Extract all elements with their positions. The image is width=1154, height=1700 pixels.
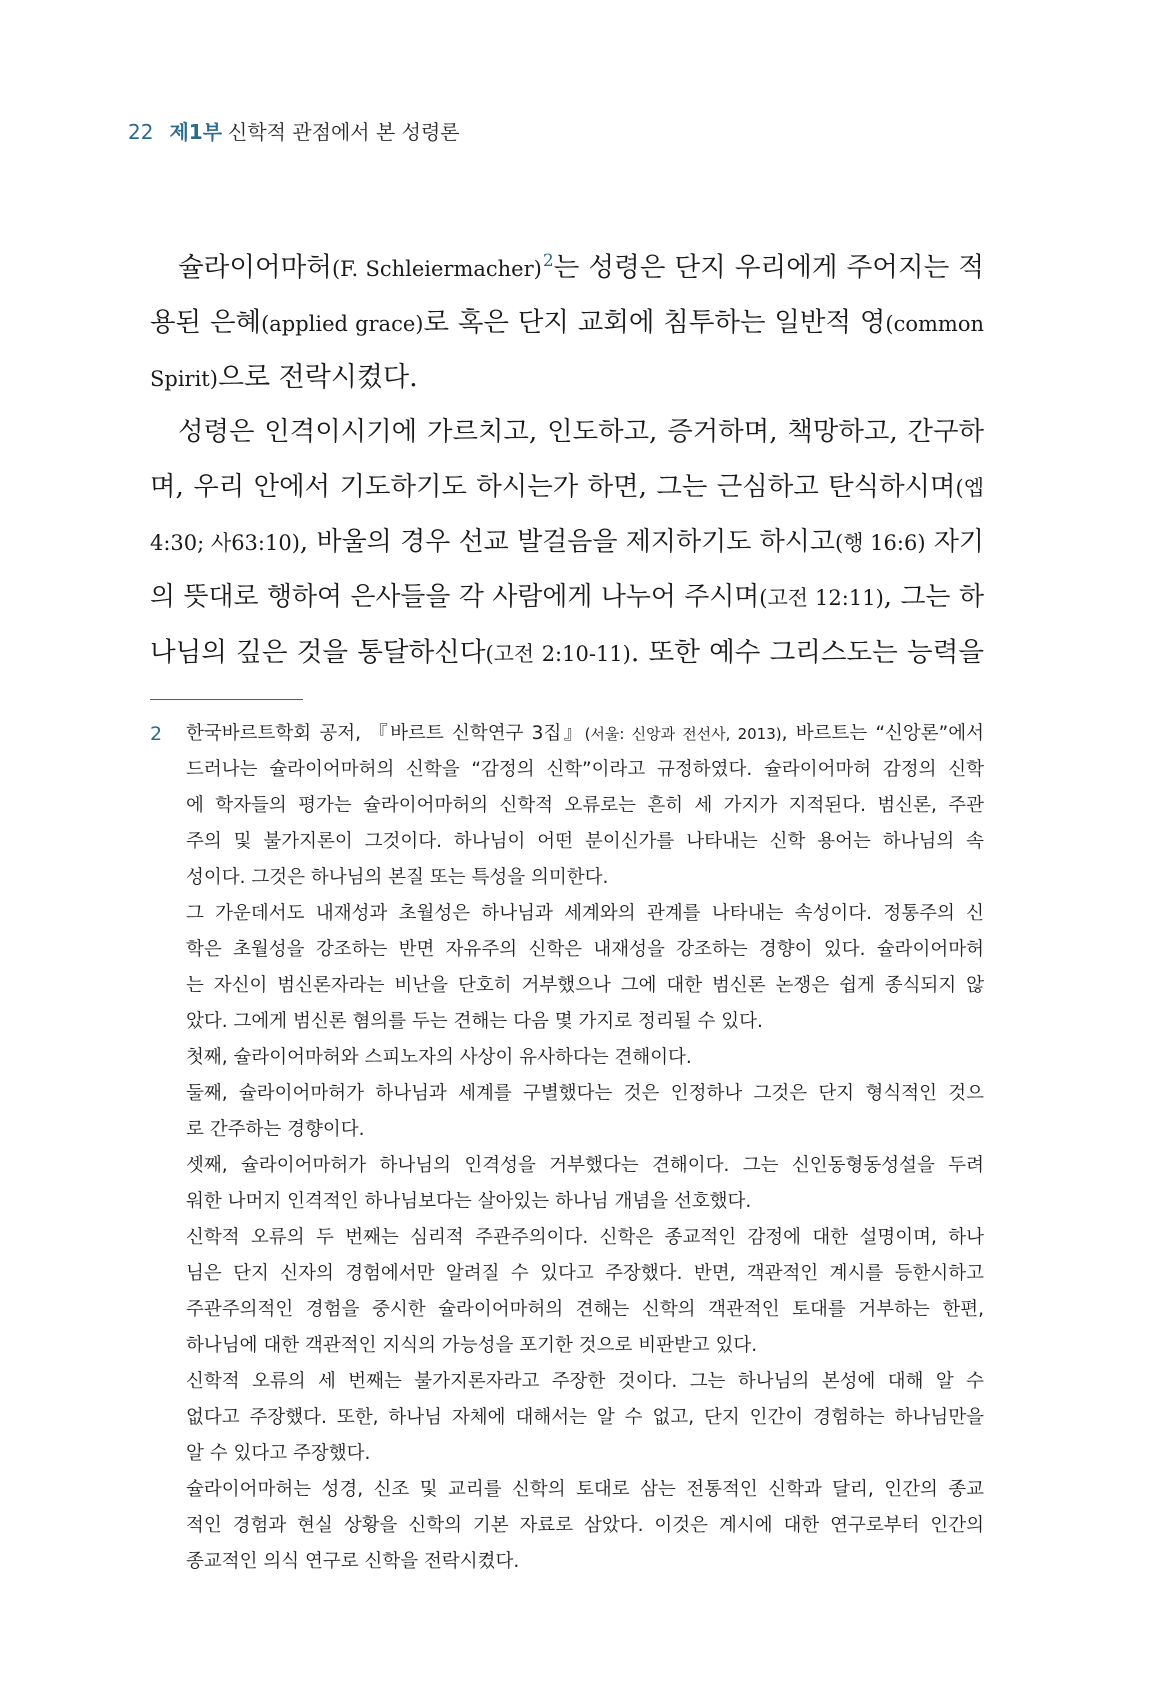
footnote-line: 셋째, 슐라이어마허가 하나님의 인격성을 거부했다는 견해이다. 그는 신인동형동성설을 두려: [186, 1155, 984, 1176]
body-line: 며, 우리 안에서 기도하기도 하시는가 하면, 그는 근심하고 탄식하시며(엡: [150, 472, 984, 502]
footnote-body: [186, 716, 984, 1580]
footnote-line: 주의 및 불가지론이 그것이다. 하나님이 어떤 분이신가를 나타내는 신학 용어는 하나님의 속: [186, 831, 984, 852]
footnote-line: 에 학자들의 평가는 슐라이어마허의 신학적 오류로는 흔히 세 가지가 지적된다. 범신론, 주관: [186, 795, 984, 816]
part-label: 제1부: [169, 120, 223, 144]
page-number: 22: [128, 120, 154, 144]
footnote-ref[interactable]: 2: [542, 251, 554, 271]
footnote-line: 그 가운데서도 내재성과 초월성은 하나님과 세계와의 관계를 나타내는 속성이다. 정통주의 신: [186, 903, 984, 924]
footnote-line: 알 수 있다고 주장했다.: [186, 1443, 371, 1464]
running-header: [128, 116, 460, 145]
footnote-line: 첫째, 슐라이어마허와 스피노자의 사상이 유사하다는 견해이다.: [186, 1047, 692, 1068]
footnote-line: 워한 나머지 인격적인 하나님보다는 살아있는 하나님 개념을 선호했다.: [186, 1191, 752, 1212]
footnote-line: 성이다. 그것은 하나님의 본질 또는 특성을 의미한다.: [186, 867, 609, 888]
footnote-line: 신학적 오류의 세 번째는 불가지론자라고 주장한 것이다. 그는 하나님의 본성에 대해 알 수: [186, 1371, 984, 1392]
footnote-line: 종교적인 의식 연구로 신학을 전락시켰다.: [186, 1551, 520, 1572]
body-line: 성령은 인격이시기에 가르치고, 인도하고, 증거하며, 책망하고, 간구하: [178, 417, 984, 447]
footnote: [150, 716, 984, 1580]
footnote-line: 주관주의적인 경험을 중시한 슐라이어마허의 견해는 신학의 객관적인 토대를 거부하는 한편,: [186, 1299, 984, 1320]
footnote-line: 한국바르트학회 공저, 『바르트 신학연구 3집』(서울: 신앙과 전선사, 2013), 바르트는 “신앙론”에서: [186, 723, 984, 744]
footnote-line: 슐라이어마허는 성경, 신조 및 교리를 신학의 토대로 삼는 전통적인 신학과 달리, 인간의 종교: [186, 1479, 984, 1500]
header-title: 신학적 관점에서 본 성령론: [228, 120, 460, 144]
footnote-line: 적인 경험과 현실 상황을 신학의 기본 자료로 삼았다. 이것은 계시에 대한 연구로부터 인간의: [186, 1515, 984, 1536]
body-line: Spirit)으로 전락시켰다.: [150, 362, 418, 393]
footnote-line: 없다고 주장했다. 또한, 하나님 자체에 대해서는 알 수 없고, 단지 인간이 경험하는 하나님만을: [186, 1407, 984, 1428]
footnote-line: 로 간주하는 경향이다.: [186, 1119, 365, 1140]
body-line: 4:30; 사63:10), 바울의 경우 선교 발걸음을 제지하기도 하시고(행 16:6) 자기: [150, 527, 985, 557]
footnote-line: 는 자신이 범신론자라는 비난을 단호히 거부했으나 그에 대한 범신론 논쟁은 쉽게 종식되지 않: [186, 975, 984, 996]
body-line: 나님의 깊은 것을 통달하신다(고전 2:10-11). 또한 예수 그리스도는 능력을: [150, 637, 984, 668]
footnote-number: 2: [150, 723, 163, 745]
footnote-line: 님은 단지 신자의 경험에서만 알려질 수 있다고 주장했다. 반면, 객관적인 계시를 등한시하고: [186, 1263, 984, 1284]
body-line: 의 뜻대로 행하여 은사들을 각 사람에게 나누어 주시며(고전 12:11), 그는 하: [150, 582, 984, 612]
footnote-line: 학은 초월성을 강조하는 반면 자유주의 신학은 내재성을 강조하는 경향이 있다. 슐라이어마허: [186, 939, 984, 960]
body-line: 용된 은혜(applied grace)로 혹은 단지 교회에 침투하는 일반적 영(common: [150, 307, 984, 338]
body-line: 슐라이어마허(F. Schleiermacher)$^2$는 성령은 단지 우리에게 주어지는 적: [178, 251, 984, 283]
footnote-line: 았다. 그에게 범신론 혐의를 두는 견해는 다음 몇 가지로 정리될 수 있다.: [186, 1011, 763, 1032]
body-text: [150, 240, 984, 680]
footnote-line: 하나님에 대한 객관적인 지식의 가능성을 포기한 것으로 비판받고 있다.: [186, 1335, 758, 1356]
footnote-divider: [150, 699, 303, 700]
footnote-line: 신학적 오류의 두 번째는 심리적 주관주의이다. 신학은 종교적인 감정에 대한 설명이며, 하나: [186, 1227, 984, 1248]
footnote-line: 둘째, 슐라이어마허가 하나님과 세계를 구별했다는 것은 인정하나 그것은 단지 형식적인 것으: [186, 1083, 984, 1104]
footnote-line: 드러나는 슐라이어마허의 신학을 “감정의 신학”이라고 규정하였다. 슐라이어마허 감정의 신학: [186, 759, 984, 780]
